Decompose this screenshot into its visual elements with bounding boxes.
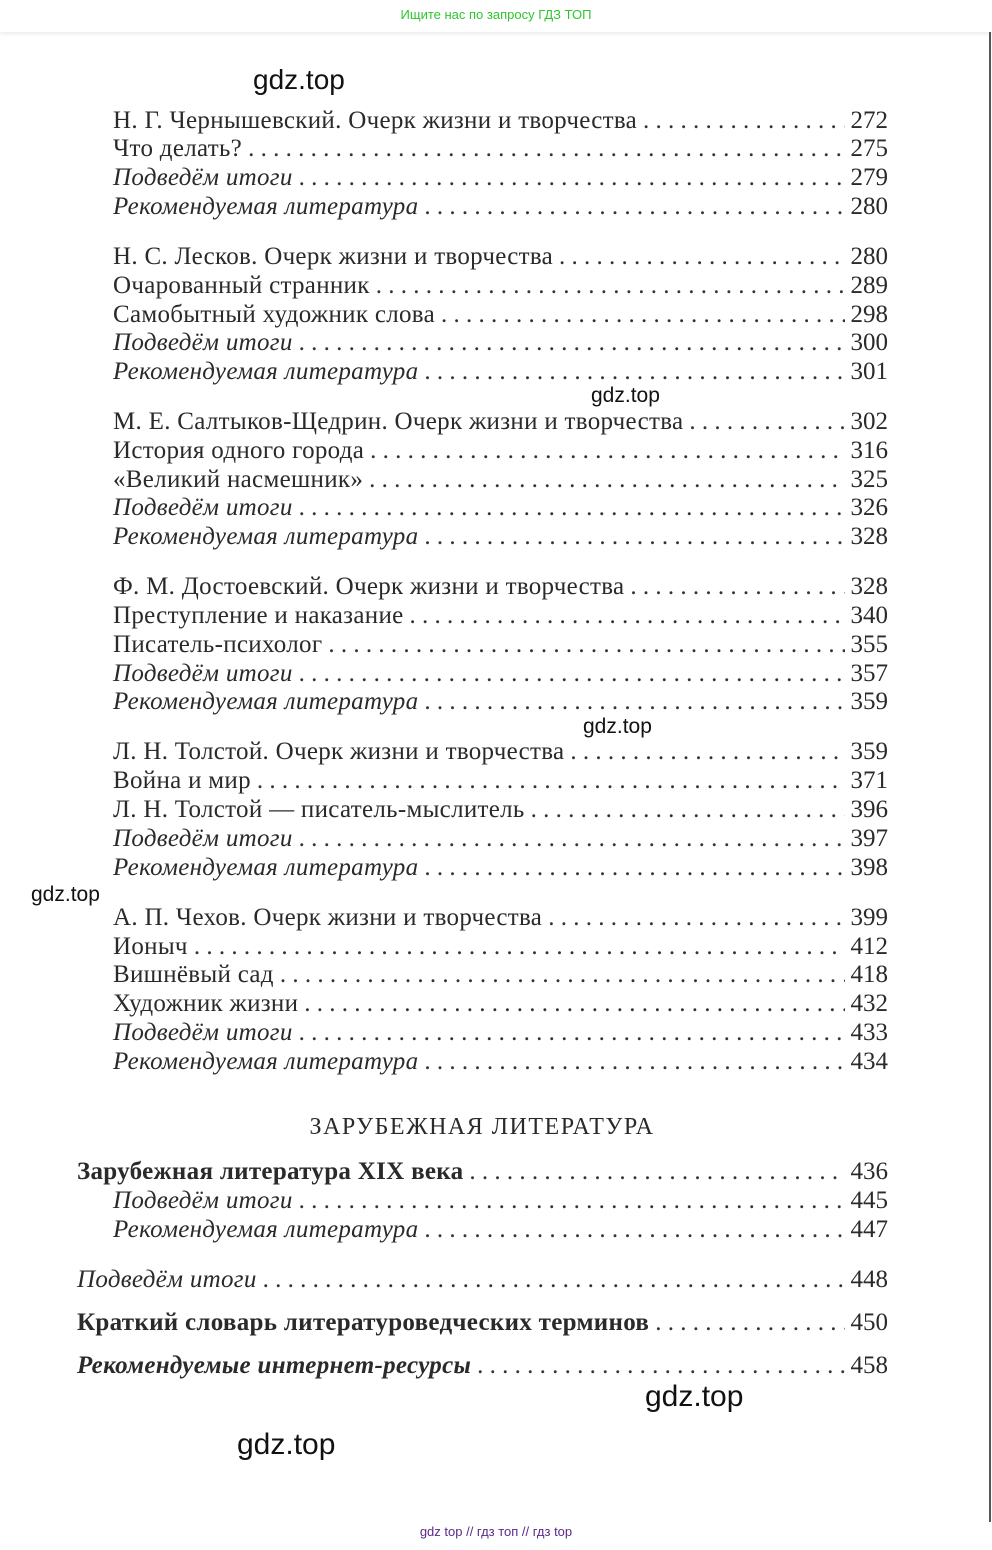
- dot-leader: [194, 932, 845, 962]
- toc-entry[interactable]: [113, 630, 888, 660]
- entry-page: 301: [850, 358, 888, 385]
- entry-page: 433: [850, 1019, 888, 1046]
- toc-entry[interactable]: [113, 932, 888, 962]
- entry-title: Подведём итоги: [113, 660, 293, 687]
- dot-leader: [559, 242, 844, 272]
- entry-title: Н. С. Лесков. Очерк жизни и творчества: [113, 243, 554, 270]
- dot-leader: [299, 824, 845, 854]
- dot-leader: [424, 192, 844, 222]
- toc-entry[interactable]: [113, 106, 888, 136]
- toc-entry[interactable]: [113, 659, 888, 689]
- toc-entry[interactable]: [77, 1308, 888, 1338]
- toc-entry[interactable]: [113, 1186, 888, 1216]
- watermark: gdz.top: [253, 64, 345, 95]
- entry-title: Рекомендуемая литература: [113, 1216, 419, 1243]
- dot-leader: [424, 1215, 844, 1245]
- dot-leader: [299, 1186, 845, 1216]
- dot-leader: [299, 1018, 845, 1048]
- toc-entry[interactable]: [113, 1047, 888, 1077]
- toc-entry[interactable]: [113, 737, 888, 767]
- entry-title: Краткий словарь литературоведческих терминов: [77, 1309, 650, 1336]
- entry-page: 298: [850, 301, 888, 328]
- toc-entry[interactable]: [113, 960, 888, 990]
- entry-title: М. Е. Салтыков-Щедрин. Очерк жизни и творчества: [113, 408, 684, 435]
- dot-leader: [424, 1047, 844, 1077]
- entry-title: Подведём итоги: [113, 825, 293, 852]
- watermark: gdz.top: [583, 715, 652, 738]
- toc-entry[interactable]: [113, 493, 888, 523]
- dot-leader: [370, 436, 844, 466]
- entry-page: 436: [850, 1158, 888, 1185]
- entry-title: Очарованный странник: [113, 272, 370, 299]
- dot-leader: [369, 465, 844, 495]
- dot-leader: [689, 407, 844, 437]
- toc-entry[interactable]: [113, 407, 888, 437]
- watermark: gdz.top: [31, 883, 100, 906]
- entry-page: 447: [850, 1216, 888, 1243]
- dot-leader: [299, 493, 845, 523]
- entry-page: 398: [850, 854, 888, 881]
- entry-page: 359: [850, 738, 888, 765]
- entry-page: 371: [850, 767, 888, 794]
- entry-title: Рекомендуемая литература: [113, 1048, 419, 1075]
- dot-leader: [477, 1351, 844, 1381]
- entry-title: Л. Н. Толстой. Очерк жизни и творчества: [113, 738, 565, 765]
- entry-title: Рекомендуемые интернет-ресурсы: [77, 1352, 472, 1379]
- entry-page: 418: [850, 961, 888, 988]
- toc-entry[interactable]: [113, 853, 888, 883]
- footer-links[interactable]: gdz top // гдз топ // гдз top: [419, 1524, 573, 1539]
- toc-entry[interactable]: [113, 300, 888, 330]
- entry-title: Н. Г. Чернышевский. Очерк жизни и творчества: [113, 107, 638, 134]
- entry-title: Рекомендуемая литература: [113, 193, 419, 220]
- toc-entry[interactable]: [113, 328, 888, 358]
- entry-page: 328: [850, 573, 888, 600]
- dot-leader: [570, 737, 844, 767]
- entry-page: 450: [850, 1309, 888, 1336]
- dot-leader: [410, 601, 845, 631]
- dot-leader: [304, 989, 844, 1019]
- dot-leader: [248, 134, 844, 164]
- toc-entry[interactable]: [113, 271, 888, 301]
- toc-entry[interactable]: [77, 1265, 888, 1295]
- entry-title: Вишнёвый сад: [113, 961, 274, 988]
- dot-leader: [469, 1157, 844, 1187]
- entry-page: 325: [850, 466, 888, 493]
- dot-leader: [299, 659, 845, 689]
- dot-leader: [280, 960, 845, 990]
- entry-page: 355: [850, 631, 888, 658]
- toc-entry[interactable]: [113, 163, 888, 193]
- entry-title: Художник жизни: [113, 990, 299, 1017]
- entry-title: История одного города: [113, 437, 365, 464]
- entry-title: «Великий насмешник»: [113, 466, 364, 493]
- entry-page: 275: [850, 135, 888, 162]
- entry-page: 432: [850, 990, 888, 1017]
- entry-title: Самобытный художник слова: [113, 301, 435, 328]
- entry-title: Подведём итоги: [77, 1266, 257, 1293]
- banner-text: Ищите нас по запросу ГДЗ ТОП: [400, 7, 592, 22]
- dot-leader: [328, 630, 844, 660]
- top-banner: [0, 0, 992, 32]
- entry-page: 328: [850, 523, 888, 550]
- entry-title: Ф. М. Достоевский. Очерк жизни и творчества: [113, 573, 625, 600]
- toc-entry[interactable]: [113, 436, 888, 466]
- entry-page: 399: [850, 904, 888, 931]
- dot-leader: [531, 795, 845, 825]
- entry-title: Подведём итоги: [113, 494, 293, 521]
- section-heading-foreign: ЗАРУБЕЖНАЯ ЛИТЕРАТУРА: [309, 1114, 655, 1140]
- dot-leader: [424, 522, 844, 552]
- toc-entry[interactable]: [113, 192, 888, 222]
- toc-entry[interactable]: [113, 601, 888, 631]
- entry-title: Ионыч: [113, 933, 188, 960]
- entry-page: 289: [850, 272, 888, 299]
- dot-leader: [643, 106, 844, 136]
- toc-entry[interactable]: [113, 242, 888, 272]
- toc-entry[interactable]: [113, 1018, 888, 1048]
- toc-entry[interactable]: [113, 903, 888, 933]
- toc-entry[interactable]: [113, 795, 888, 825]
- entry-page: 302: [850, 408, 888, 435]
- dot-leader: [630, 572, 844, 602]
- entry-page: 300: [850, 329, 888, 356]
- entry-page: 445: [850, 1187, 888, 1214]
- toc-entry[interactable]: [113, 572, 888, 602]
- entry-title: Война и мир: [113, 767, 251, 794]
- toc-entry[interactable]: [113, 824, 888, 854]
- toc-entry[interactable]: [113, 989, 888, 1019]
- dot-leader: [263, 1265, 845, 1295]
- entry-page: 359: [850, 688, 888, 715]
- toc-entry[interactable]: [113, 1215, 888, 1245]
- entry-page: 412: [850, 933, 888, 960]
- entry-title: Рекомендуемая литература: [113, 854, 419, 881]
- dot-leader: [548, 903, 844, 933]
- entry-title: Что делать?: [113, 135, 243, 162]
- entry-title: Подведём итоги: [113, 1187, 293, 1214]
- toc-entry[interactable]: [113, 357, 888, 387]
- entry-title: Рекомендуемая литература: [113, 523, 419, 550]
- entry-title: Преступление и наказание: [113, 602, 404, 629]
- entry-page: 448: [850, 1266, 888, 1293]
- dot-leader: [424, 687, 844, 717]
- entry-title: Рекомендуемая литература: [113, 688, 419, 715]
- toc-entry[interactable]: [113, 766, 888, 796]
- entry-page: 326: [850, 494, 888, 521]
- entry-page: 357: [850, 660, 888, 687]
- dot-leader: [299, 328, 845, 358]
- entry-page: 316: [850, 437, 888, 464]
- toc-entry[interactable]: [113, 134, 888, 164]
- dot-leader: [257, 766, 845, 796]
- toc-entry[interactable]: [113, 522, 888, 552]
- toc-entry[interactable]: [113, 465, 888, 495]
- entry-page: 280: [850, 243, 888, 270]
- dot-leader: [376, 271, 845, 301]
- entry-page: 397: [850, 825, 888, 852]
- entry-title: Подведём итоги: [113, 329, 293, 356]
- dot-leader: [424, 853, 844, 883]
- watermark: gdz.top: [591, 384, 660, 407]
- toc-entry[interactable]: [77, 1351, 888, 1381]
- page-border: [989, 32, 991, 1522]
- entry-page: 279: [850, 164, 888, 191]
- watermark: gdz.top: [237, 1428, 336, 1461]
- entry-title: Писатель-психолог: [113, 631, 323, 658]
- entry-page: 340: [850, 602, 888, 629]
- entry-page: 458: [850, 1352, 888, 1379]
- entry-title: А. П. Чехов. Очерк жизни и творчества: [113, 904, 543, 931]
- entry-title: Л. Н. Толстой — писатель-мыслитель: [113, 796, 525, 823]
- entry-title: Подведём итоги: [113, 164, 293, 191]
- entry-title: Зарубежная литература XIX века: [77, 1158, 464, 1185]
- watermark: gdz.top: [645, 1380, 744, 1413]
- entry-page: 280: [850, 193, 888, 220]
- dot-leader: [441, 300, 845, 330]
- entry-page: 434: [850, 1048, 888, 1075]
- toc-entry[interactable]: [113, 687, 888, 717]
- dot-leader: [424, 357, 844, 387]
- entry-page: 272: [850, 107, 888, 134]
- entry-title: Подведём итоги: [113, 1019, 293, 1046]
- dot-leader: [655, 1308, 844, 1338]
- entry-page: 396: [850, 796, 888, 823]
- entry-title: Рекомендуемая литература: [113, 358, 419, 385]
- toc-entry[interactable]: [77, 1157, 888, 1187]
- dot-leader: [299, 163, 845, 193]
